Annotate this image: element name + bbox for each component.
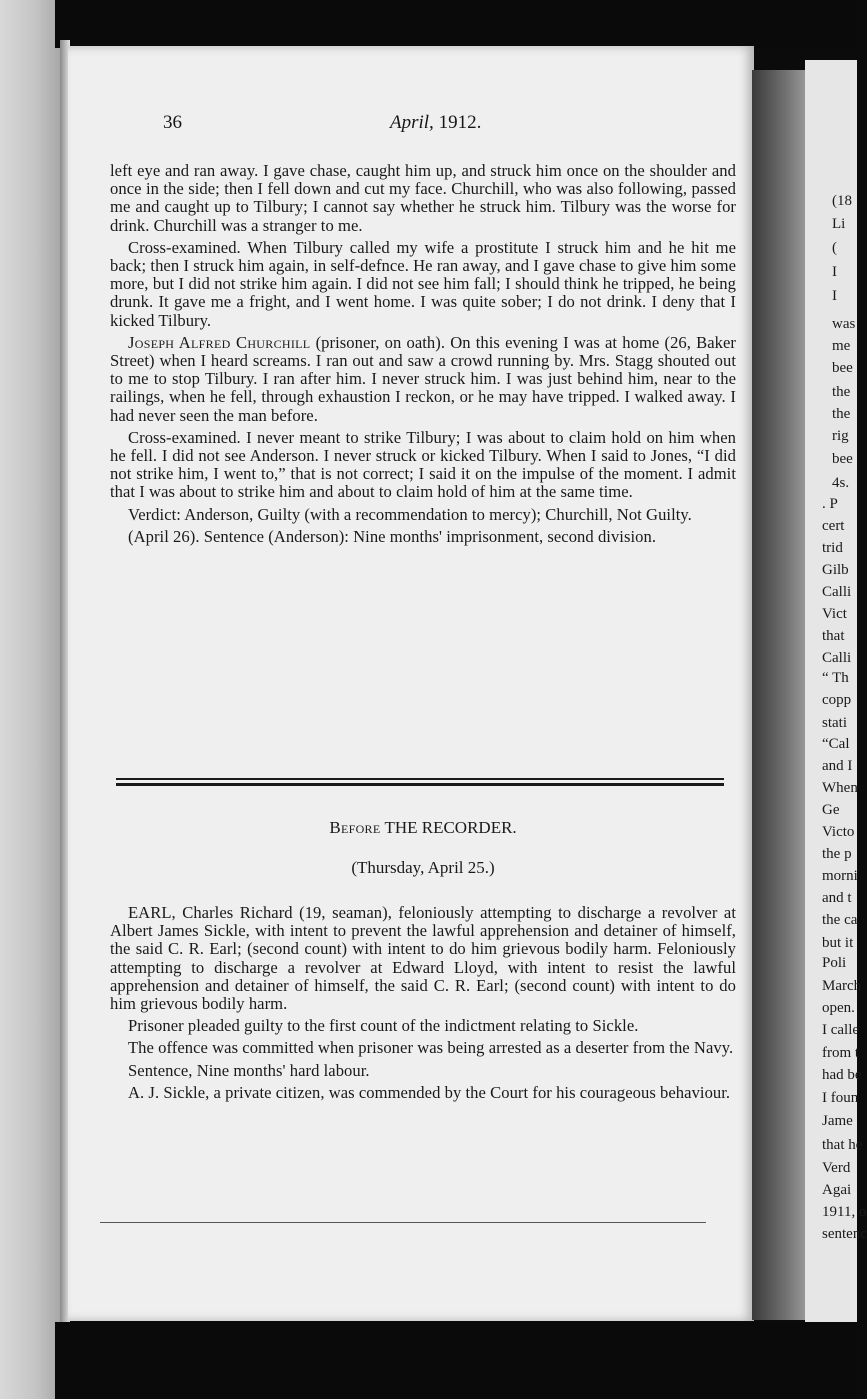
- margin-fragment: the: [832, 384, 851, 400]
- margin-fragment: stati: [822, 715, 847, 731]
- dark-scan-border-top: [55, 0, 857, 48]
- margin-fragment: . P: [822, 496, 838, 512]
- margin-fragment: Gilb: [822, 562, 849, 578]
- margin-fragment: Victo: [822, 824, 855, 840]
- margin-fragment: 4s.: [832, 475, 850, 491]
- margin-fragment: was: [832, 316, 856, 332]
- margin-fragment: but it: [822, 935, 854, 951]
- margin-fragment: copp: [822, 692, 852, 708]
- witness-testimony: (prisoner, on oath). On this evening I was at home (26, Baker Street) when I heard screams. I ran out and saw a crowd running by. Mrs. Stagg shouted out to me to stop Tilbury. I ran after him. I never struck him. I was just behind him, near to the railings, when he fell, through exhaustion I reckon, or he may have tripped. I walked away. I had never seen the man before.: [110, 332, 736, 425]
- margin-fragment: me: [832, 338, 851, 354]
- indictment: EARL, Charles Richard (19, seaman), feloniously attempting to discharge a revolver at Albert James Sickle, with intent to prevent the lawful apprehension and detainer of himself, the said C. R. Earl; (second count) with intent to do him grievous bodily harm. Feloniously attempting to discharge a revolver at Edward Lloyd, with intent to resist the lawful apprehension and detainer of himself, the said C. R. Earl; (second count) with intent to do him grievous bodily harm.: [110, 903, 736, 1014]
- margin-fragment: from t: [822, 1045, 860, 1061]
- margin-fragment: Jame: [822, 1113, 853, 1129]
- margin-fragment: morni: [822, 868, 858, 884]
- sentence: (April 26). Sentence (Anderson): Nine months' imprisonment, second division.: [128, 526, 657, 546]
- margin-fragment: the ca: [822, 912, 858, 928]
- witness-name: Joseph Alfred Churchill: [128, 332, 311, 352]
- sentence: Sentence, Nine months' hard labour.: [128, 1060, 370, 1080]
- margin-fragment: and t: [822, 890, 852, 906]
- plea: Prisoner pleaded guilty to the first count of the indictment relating to Sickle.: [128, 1016, 639, 1036]
- margin-fragment: March: [822, 978, 862, 994]
- page-number: 36: [163, 112, 182, 133]
- margin-fragment: Agai: [822, 1182, 852, 1198]
- margin-fragment: Calli: [822, 650, 852, 666]
- margin-fragment: When: [822, 780, 858, 796]
- margin-fragment: Li: [832, 216, 846, 232]
- margin-fragment: Poli: [822, 955, 847, 971]
- margin-fragment: open.: [822, 1000, 855, 1016]
- running-header: [390, 112, 481, 134]
- margin-fragment: trid: [822, 540, 843, 556]
- margin-fragment: cert: [822, 518, 845, 534]
- margin-fragment: that he: [822, 1137, 863, 1153]
- margin-fragment: “Cal: [822, 736, 850, 752]
- heading-before: Before: [329, 818, 381, 837]
- margin-fragment: had be: [822, 1067, 862, 1083]
- verdict: Verdict: Anderson, Guilty (with a recommendation to mercy); Churchill, Not Guilty.: [128, 504, 692, 524]
- trial-2-text: [110, 904, 736, 1106]
- book-gutter: [752, 70, 810, 1320]
- margin-fragment: I: [832, 264, 837, 280]
- margin-fragment: Vict: [822, 606, 847, 622]
- header-month: April,: [390, 112, 434, 133]
- margin-fragment: and I: [822, 758, 853, 774]
- margin-fragment: the: [832, 406, 851, 422]
- paragraph: Cross-examined. I never meant to strike Tilbury; I was about to claim hold on him when he fell. I did not see Anderson. I never struck or kicked Tilbury. When I said to Jones, “I did not strike him, I went to,” that is not correct; I said it on the impulse of the moment. I admit that I was about to strike him and about to claim hold of him at the same time.: [110, 427, 736, 502]
- section-rule-top: [116, 778, 724, 780]
- margin-fragment: the p: [822, 846, 852, 862]
- paragraph: [110, 334, 736, 425]
- dark-scan-border-bottom: [55, 1322, 857, 1399]
- paragraph: The offence was committed when prisoner was being arrested as a deserter from the Navy.: [128, 1038, 734, 1058]
- court-heading: [110, 818, 736, 838]
- margin-fragment: Ge: [822, 802, 840, 818]
- closing-rule: [100, 1222, 706, 1223]
- margin-fragment: rig: [832, 428, 849, 444]
- margin-fragment: “ Th: [822, 670, 849, 686]
- margin-fragment: I calle: [822, 1022, 860, 1038]
- commendation: A. J. Sickle, a private citizen, was commended by the Court for his courageous behaviour.: [128, 1082, 731, 1102]
- margin-fragment: Calli: [822, 584, 852, 600]
- margin-fragment: (18: [832, 193, 852, 209]
- court-date: (Thursday, April 25.): [351, 858, 495, 877]
- left-page-edge: [0, 0, 60, 1399]
- margin-fragment: (: [832, 240, 837, 256]
- header-year: 1912.: [438, 112, 482, 133]
- margin-fragment: bee: [832, 451, 853, 467]
- paragraph: left eye and ran away. I gave chase, caught him up, and struck him once on the shoulder and once in the side; then I fell down and cut my face. Churchill, who was also following, passed me and caught up to Tilbury; I cannot say whether he struck him. Tilbury was the worse for drink. Churchill was a stranger to me.: [110, 161, 736, 235]
- margin-fragment: I: [832, 288, 837, 304]
- margin-fragment: bee: [832, 360, 853, 376]
- margin-fragment: 1911, o: [822, 1204, 867, 1220]
- margin-fragment: that: [822, 628, 845, 644]
- margin-fragment: Verd: [822, 1160, 851, 1176]
- trial-1-text: [110, 162, 736, 550]
- heading-court: THE RECORDER.: [384, 818, 517, 837]
- margin-fragment: I foun: [822, 1090, 859, 1106]
- margin-fragment: sentenc: [822, 1226, 867, 1242]
- paragraph: Cross-examined. When Tilbury called my wife a prostitute I struck him and he hit me back; then I struck him again, in self-defnce. He ran away, and I gave chase to give him some more, but I did not strike him again. I did not see him fall; I should think he tripped, he being drunk. It gave me a fright, and I went home. I was quite sober; I do not drink. I deny that I kicked Tilbury.: [110, 237, 736, 330]
- section-rule-bottom: [116, 783, 724, 786]
